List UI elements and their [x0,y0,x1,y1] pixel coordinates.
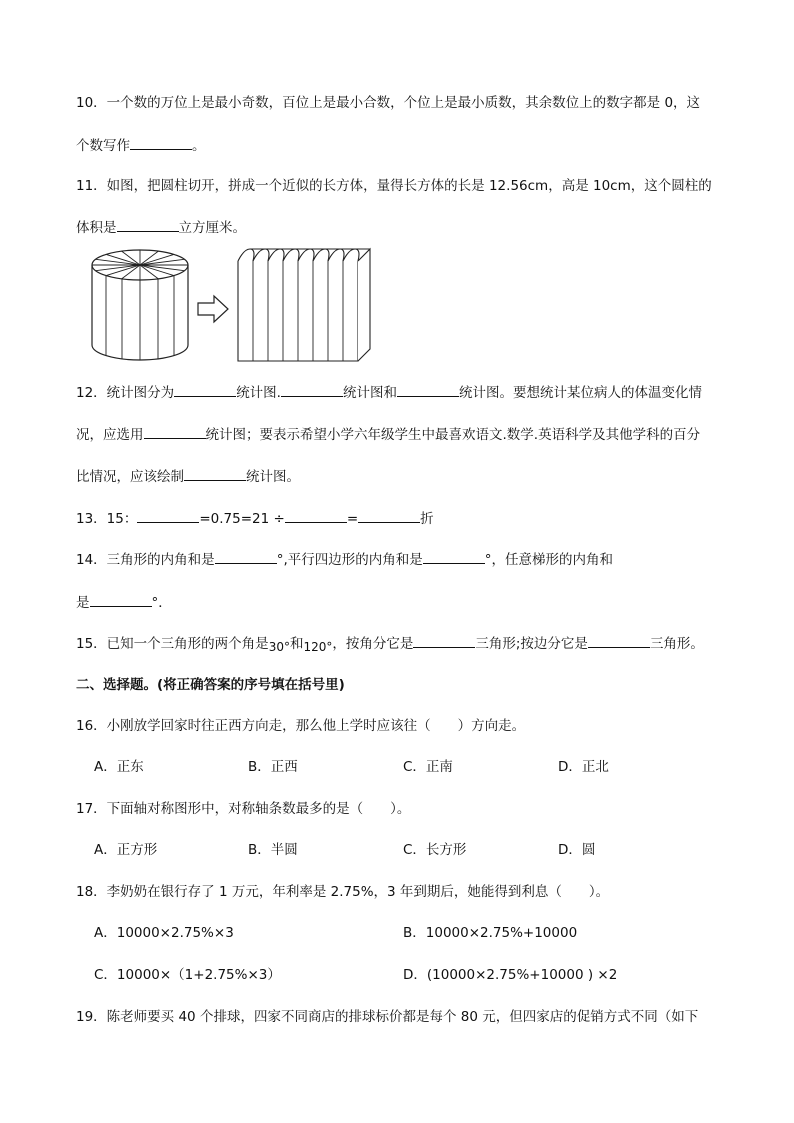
q14-blank-1[interactable] [215,549,277,564]
q17-option-b[interactable]: B．半圆 [248,842,298,858]
q15-blank-1[interactable] [413,633,475,648]
q14-blank-3[interactable] [90,592,152,607]
q12-text-b: 统计图. [236,385,281,401]
q18-option-d[interactable]: D．(10000×2.75%+10000 ) ×2 [403,967,618,983]
q12-blank-5[interactable] [184,466,246,481]
q12-text-g: 比情况，应该绘制 [76,469,184,485]
q12-line-1 [76,381,702,401]
q12-line-2 [76,423,700,443]
cylinder-diagram [92,250,188,360]
q15-and: 和 [289,636,304,652]
q16-option-a[interactable]: A．正东 [94,759,144,775]
q10-text-a: 个数写作 [76,138,130,154]
q12-text-d: 统计图。要想统计某位病人的体温变化情 [458,385,702,401]
q17-option-c[interactable]: C．长方形 [403,842,467,858]
q12-text-f: 统计图；要表示希望小学六年级学生中最喜欢语文.数学.英语科学及其他学科的百分 [205,427,701,443]
q17-option-d[interactable]: D．圆 [558,842,596,858]
q13-line [76,507,434,527]
q17-option-a[interactable]: A．正方形 [94,842,158,858]
q12-blank-4[interactable] [144,424,206,439]
q14-text-a: 14．三角形的内角和是 [76,552,215,568]
cylinder-to-cuboid-figure [88,245,378,367]
q11-answer-blank[interactable] [117,217,179,232]
section-2-heading: 二、选择题。(将正确答案的序号填在括号里) [76,677,345,693]
q15-text-c: 三角形;按边分它是 [475,636,588,652]
q11-line-1: 11．如图，把圆柱切开，拼成一个近似的长方体，量得长方体的长是 12.56cm，高是 10cm，这个圆柱的 [76,178,712,194]
q15-text-d: 三角形。 [649,636,704,652]
q12-text-c: 统计图和 [342,385,397,401]
q15-line [76,632,704,652]
q15-text-a: 15．已知一个三角形的两个角是 [76,636,269,652]
q14-text-d: 是 [76,595,90,611]
q13-blank-3[interactable] [358,508,420,523]
q12-text-a: 12．统计图分为 [76,385,175,401]
q16-stem: 16．小刚放学回家时往正西方向走，那么他上学时应该往（ ）方向走。 [76,718,526,734]
cuboid-diagram [238,249,370,361]
q12-text-e: 况，应选用 [76,427,144,443]
q18-option-b[interactable]: B．10000×2.75%+10000 [403,925,578,941]
q15-angle-2: 120° [303,640,333,654]
q12-text-h: 统计图。 [246,469,300,485]
q14-blank-2[interactable] [423,549,485,564]
q18-stem: 18．李奶奶在银行存了 1 万元，年利率是 2.75%，3 年到期后，她能得到利息（ ）。 [76,884,610,900]
q11-text-a: 体积是 [76,220,117,236]
q14-text-e: °． [151,595,172,611]
q16-option-b[interactable]: B．正西 [248,759,298,775]
q16-option-c[interactable]: C．正南 [403,759,453,775]
q10-answer-blank[interactable] [130,135,192,150]
q11-line-2 [76,216,246,236]
q16-option-d[interactable]: D．正北 [558,759,609,775]
q14-text-c: °，任意梯形的内角和 [484,552,613,568]
q11-text-b: 立方厘米。 [178,220,246,236]
q14-line-1 [76,548,613,568]
q12-blank-3[interactable] [397,382,459,397]
q19-stem: 19．陈老师要买 40 个排球，四家不同商店的排球标价都是每个 80 元，但四家店的促销方式不同（如下 [76,1009,699,1025]
q13-text-d: 折 [420,511,434,527]
q18-option-a[interactable]: A．10000×2.75%×3 [94,925,234,941]
q18-option-c[interactable]: C．10000×（1+2.75%×3） [94,967,281,983]
q15-blank-2[interactable] [588,633,650,648]
q10-line-1: 10．一个数的万位上是最小奇数，百位上是最小合数，个位上是最小质数，其余数位上的数字都是 0，这 [76,95,701,111]
q12-blank-1[interactable] [174,382,236,397]
q13-blank-1[interactable] [137,508,199,523]
q13-text-b: =0.75=21 ÷ [199,511,285,527]
q13-blank-2[interactable] [285,508,347,523]
q13-text-c: = [346,511,359,527]
q17-stem: 17．下面轴对称图形中，对称轴条数最多的是（ ）。 [76,801,411,817]
q10-line-2 [76,134,206,154]
q14-text-b: °,平行四边形的内角和是 [276,552,423,568]
q10-text-b: 。 [192,138,206,154]
q12-blank-2[interactable] [281,382,343,397]
right-arrow-icon [198,296,228,322]
q12-line-3 [76,465,300,485]
q13-text-a: 13．15： [76,511,138,527]
q14-line-2 [76,591,172,611]
q15-angle-1: 30° [268,640,290,654]
q15-text-b: ，按角分它是 [332,636,414,652]
